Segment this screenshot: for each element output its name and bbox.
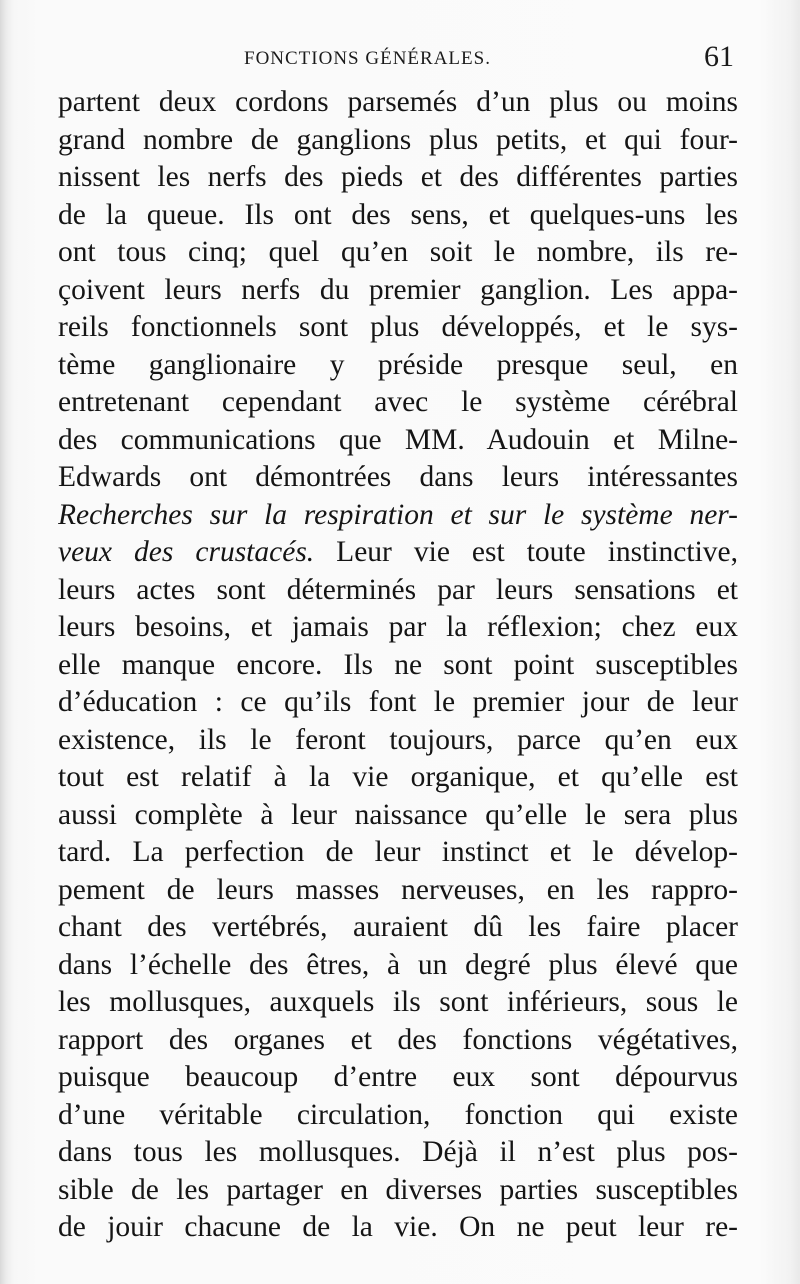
text-line: elle manque encore. Ils ne sont point susceptibles <box>58 648 738 681</box>
text-line: puisque beaucoup d’entre eux sont dépourvus <box>58 1061 738 1093</box>
italic-run: veux des crustacés. <box>58 536 315 568</box>
text-line: de la queue. Ils ont des sens, et quelques-uns les <box>58 198 738 231</box>
text-line: leurs actes sont déterminés par leurs sensations et <box>58 573 738 606</box>
text-line: nissent les nerfs des pieds et des différentes parties <box>58 161 738 193</box>
text-line: entretenant cependant avec le système cérébral <box>58 386 738 418</box>
text-line: tout est relatif à la vie organique, et qu’elle est <box>58 761 738 793</box>
text-line: ont tous cinq; quel qu’en soit le nombre, ils re- <box>58 236 738 268</box>
text-line: partent deux cordons parsemés d’un plus ou moins <box>58 86 738 118</box>
text-line: de jouir chacune de la vie. On ne peut leur re- <box>58 1211 738 1243</box>
text-line: tard. La perfection de leur instinct et le dévelop- <box>58 836 738 868</box>
text-line: des communications que MM. Audouin et Milne- <box>58 423 738 456</box>
text-line: leurs besoins, et jamais par la réflexion; chez eux <box>58 611 738 643</box>
text-line: pement de leurs masses nerveuses, en les rappro- <box>58 873 738 906</box>
text-line: dans l’échelle des êtres, à un degré plus élevé que <box>58 948 738 981</box>
body-text <box>58 84 738 1247</box>
text-line: tème ganglionaire y préside presque seul, en <box>58 348 738 381</box>
text-line: aussi complète à leur naissance qu’elle le sera plus <box>58 798 738 831</box>
text-line: çoivent leurs nerfs du premier ganglion. Les appa- <box>58 273 738 306</box>
running-head <box>58 40 736 78</box>
text-line: Edwards ont démontrées dans leurs intéressantes <box>58 461 738 493</box>
text-line: grand nombre de ganglions plus petits, et qui four- <box>58 123 738 156</box>
running-title: FONCTIONS GÉNÉRALES. <box>244 48 491 69</box>
text-line: d’éducation : ce qu’ils font le premier jour de leur <box>58 686 738 718</box>
text-line: rapport des organes et des fonctions végétatives, <box>58 1023 738 1056</box>
text-line-italic: Recherches sur la respiration et sur le système ner- <box>58 498 738 531</box>
text-line: dans tous les mollusques. Déjà il n’est plus pos- <box>58 1136 738 1168</box>
text-line: les mollusques, auxquels ils sont inférieurs, sous le <box>58 986 738 1018</box>
text-line: sible de les partager en diverses parties susceptibles <box>58 1173 738 1206</box>
roman-run: Leur vie est toute instinctive, <box>314 536 738 568</box>
text-line: chant des vertébrés, auraient dû les faire placer <box>58 911 738 943</box>
text-line: d’une véritable circulation, fonction qui existe <box>58 1098 738 1131</box>
page-number: 61 <box>704 40 734 73</box>
text-line: existence, ils le feront toujours, parce qu’en eux <box>58 723 738 756</box>
text-line-mixed <box>58 534 738 572</box>
text-line: reils fonctionnels sont plus développés, et le sys- <box>58 311 738 343</box>
